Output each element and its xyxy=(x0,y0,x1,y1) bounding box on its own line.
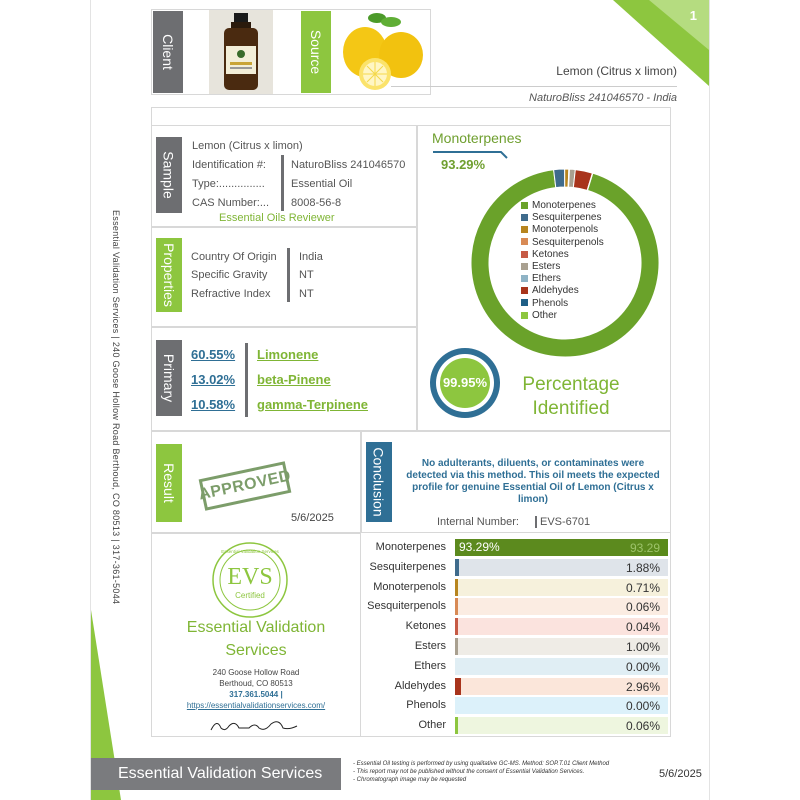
legend-item-phenols xyxy=(521,298,568,309)
country-value: India xyxy=(299,251,323,263)
footer-notes xyxy=(353,760,609,784)
legend-swatch xyxy=(521,299,528,306)
legend-label: Esters xyxy=(532,261,561,272)
bar-track xyxy=(455,598,668,615)
bar-value-label: 0.06% xyxy=(625,600,660,615)
bar-row-other xyxy=(361,716,671,735)
internal-number-label: Internal Number: xyxy=(437,516,519,528)
lemon-photo xyxy=(335,10,429,94)
primary-name-2: beta-Pinene xyxy=(257,372,331,387)
refractive-label: Refractive Index xyxy=(191,288,271,300)
primary-tab: Primary xyxy=(156,340,182,416)
company-website[interactable]: https://essentialvalidationservices.com/ xyxy=(186,701,326,710)
company-phone: 317.361.5044 | xyxy=(229,690,283,699)
side-address: Essential Validation Services | 240 Goose Hollow Road Berthoud, CO 80513 | 317-361-5044 xyxy=(111,210,121,605)
bar-category-label: Aldehydes xyxy=(394,679,446,692)
donut-value: 93.29% xyxy=(441,157,486,172)
client-product-photo xyxy=(209,10,273,94)
legend-label: Ethers xyxy=(532,273,561,285)
legend-label: Other xyxy=(532,309,558,321)
bar-row-esters xyxy=(361,637,671,656)
seal-sub: Certified xyxy=(235,591,265,600)
bar-fill xyxy=(455,638,458,655)
identified-value: 99.95% xyxy=(442,375,488,390)
company-name-1: Essential Validation xyxy=(186,619,326,636)
footer-brand: Essential Validation Services xyxy=(91,758,341,790)
bar-value-label: 2.96% xyxy=(625,679,660,694)
source-tab: Source xyxy=(301,11,331,93)
refractive-value: NT xyxy=(299,288,314,300)
client-tab: Client xyxy=(153,11,183,93)
bar-category-label: Ethers xyxy=(414,659,446,672)
legend-label: Phenols xyxy=(532,297,569,309)
bar-track xyxy=(455,697,668,714)
donut-title: Monoterpenes xyxy=(432,130,522,146)
corner-decoration-light xyxy=(649,0,709,50)
bar-track xyxy=(455,618,668,635)
bar-row-monoterpenols xyxy=(361,578,671,597)
product-subtitle: NaturoBliss 241046570 - India xyxy=(529,92,677,104)
internal-number-value: EVS-6701 xyxy=(535,516,590,528)
legend-item-aldehydes xyxy=(521,285,579,296)
legend-swatch xyxy=(521,312,528,319)
bar-fill xyxy=(455,559,459,576)
legend-item-monoterpenes xyxy=(521,200,596,211)
bar-fill xyxy=(455,579,458,596)
identified-label-2: Identified xyxy=(532,398,610,419)
legend-label: Monoterpenols xyxy=(532,224,599,236)
gravity-label: Specific Gravity xyxy=(191,269,268,281)
identification-value: NaturoBliss 241046570 xyxy=(291,159,406,171)
seal-ring: Essential Validation Services xyxy=(221,549,279,554)
legend-label: Monoterpenes xyxy=(532,200,596,211)
bar-row-ketones xyxy=(361,617,671,636)
footer-note-3: - Chromatograph image may be requested xyxy=(353,777,467,783)
bar-row-aldehydes xyxy=(361,677,671,696)
bar-track xyxy=(455,717,668,734)
legend-swatch xyxy=(521,275,528,282)
primary-name-1: Limonene xyxy=(257,347,319,362)
header-divider xyxy=(391,86,677,87)
result-date: 5/6/2025 xyxy=(291,512,334,524)
company-address-2: Berthoud, CO 80513 xyxy=(219,679,293,688)
signature xyxy=(209,716,299,737)
bar-fill xyxy=(455,598,458,615)
legend-swatch xyxy=(521,251,528,258)
bar-value-label: 0.00% xyxy=(625,699,660,714)
footer-note-1: - Essential Oil testing is performed by using qualitative GC-MS. Method: SOP.T.01 Client Method xyxy=(353,761,610,767)
country-label: Country Of Origin xyxy=(191,251,277,263)
bar-value-label: 1.88% xyxy=(625,560,660,575)
footer-date: 5/6/2025 xyxy=(659,768,702,780)
bar-category-label: Sesquiterpenes xyxy=(369,560,446,573)
legend-swatch xyxy=(521,202,528,209)
legend-item-ketones xyxy=(521,249,569,260)
bar-category-label: Monoterpenols xyxy=(373,580,446,593)
legend-item-ethers xyxy=(521,273,561,284)
report-page xyxy=(90,0,710,800)
legend-item-sesquiterpenes xyxy=(521,212,602,223)
legend-label: Sesquiterpenols xyxy=(532,236,604,248)
conclusion-text: No adulterants, diluents, or contaminates were detected via this method. This oil meets the expected profile for genuine Essential Oil of Lemon (Citrus x limon) xyxy=(406,458,660,505)
type-value: Essential Oil xyxy=(291,178,353,190)
primary-pct-1: 60.55% xyxy=(191,347,236,362)
primary-name-3: gamma-Terpinene xyxy=(257,397,369,412)
identification-label: Identification #: xyxy=(192,159,266,171)
footer-note-2: - This report may not be published without the consent of Essential Validation Services. xyxy=(353,769,585,775)
bar-row-phenols xyxy=(361,696,671,715)
sample-name: Lemon (Citrus x limon) xyxy=(192,140,303,152)
bar-track xyxy=(455,678,668,695)
cas-value: 8008-56-8 xyxy=(291,197,342,209)
bar-row-sesquiterpenes xyxy=(361,558,671,577)
properties-tab: Properties xyxy=(156,238,182,312)
bar-category-label: Esters xyxy=(414,640,446,652)
legend-swatch xyxy=(521,214,528,221)
bar-fill xyxy=(455,717,458,734)
page-number: 1 xyxy=(689,8,697,23)
bar-category-label: Ketones xyxy=(405,620,446,633)
reviewer-label: Essential Oils Reviewer xyxy=(219,212,335,224)
legend-item-monoterpenols xyxy=(521,224,598,235)
approved-stamp: APPROVED xyxy=(199,461,292,511)
bar-fill xyxy=(455,678,461,695)
bar-category-label: Phenols xyxy=(406,699,446,712)
bar-track xyxy=(455,658,668,675)
bar-track xyxy=(455,638,668,655)
bar-fill xyxy=(455,618,458,635)
sample-separator xyxy=(281,155,284,211)
bar-category-label: Monoterpenes xyxy=(375,541,446,553)
company-address-1: 240 Goose Hollow Road xyxy=(212,668,300,677)
bar-category-label: Sesquiterpenols xyxy=(367,600,446,613)
primary-pct-2: 13.02% xyxy=(191,372,236,387)
legend-label: Ketones xyxy=(532,248,569,260)
evs-certified-seal xyxy=(210,540,290,620)
product-title: Lemon (Citrus x limon) xyxy=(556,64,677,78)
seal-text: EVS xyxy=(227,564,273,590)
bar-value-label: 0.00% xyxy=(625,659,660,674)
legend-label: Aldehydes xyxy=(532,285,579,297)
bar-category-label: Other xyxy=(418,719,446,732)
legend-swatch xyxy=(521,226,528,233)
donut-legend xyxy=(521,200,641,330)
result-tab: Result xyxy=(156,444,182,522)
bar-row-ethers xyxy=(361,657,671,676)
bar-track xyxy=(455,539,668,556)
bar-track xyxy=(455,559,668,576)
bar-inline-label: 93.29% xyxy=(459,540,500,554)
bar-value-label: 0.71% xyxy=(625,580,660,595)
identified-label-1: Percentage xyxy=(522,374,620,395)
type-label: Type:............... xyxy=(192,178,265,190)
conclusion-tab: Conclusion xyxy=(366,442,392,522)
legend-swatch xyxy=(521,263,528,270)
bar-value-label: 0.06% xyxy=(625,719,660,734)
bar-value-label: 0.04% xyxy=(625,620,660,635)
cas-label: CAS Number:... xyxy=(192,197,270,209)
legend-item-sesquiterpenols xyxy=(521,237,604,248)
bar-value-label: 93.29 xyxy=(629,541,660,555)
properties-separator xyxy=(287,248,290,302)
primary-separator xyxy=(245,343,248,417)
bar-track xyxy=(455,579,668,596)
company-name-2: Services xyxy=(225,642,287,659)
legend-swatch xyxy=(521,238,528,245)
bar-value-label: 1.00% xyxy=(625,640,660,654)
gravity-value: NT xyxy=(299,269,314,281)
legend-swatch xyxy=(521,287,528,294)
bar-row-monoterpenes xyxy=(361,538,671,557)
donut-slice-sesquiterpenes xyxy=(554,169,565,188)
legend-item-other xyxy=(521,310,557,321)
legend-label: Sesquiterpenes xyxy=(532,212,602,224)
primary-pct-3: 10.58% xyxy=(191,397,236,412)
legend-item-esters xyxy=(521,261,560,272)
bar-row-sesquiterpenols xyxy=(361,597,671,616)
sample-tab: Sample xyxy=(156,137,182,213)
